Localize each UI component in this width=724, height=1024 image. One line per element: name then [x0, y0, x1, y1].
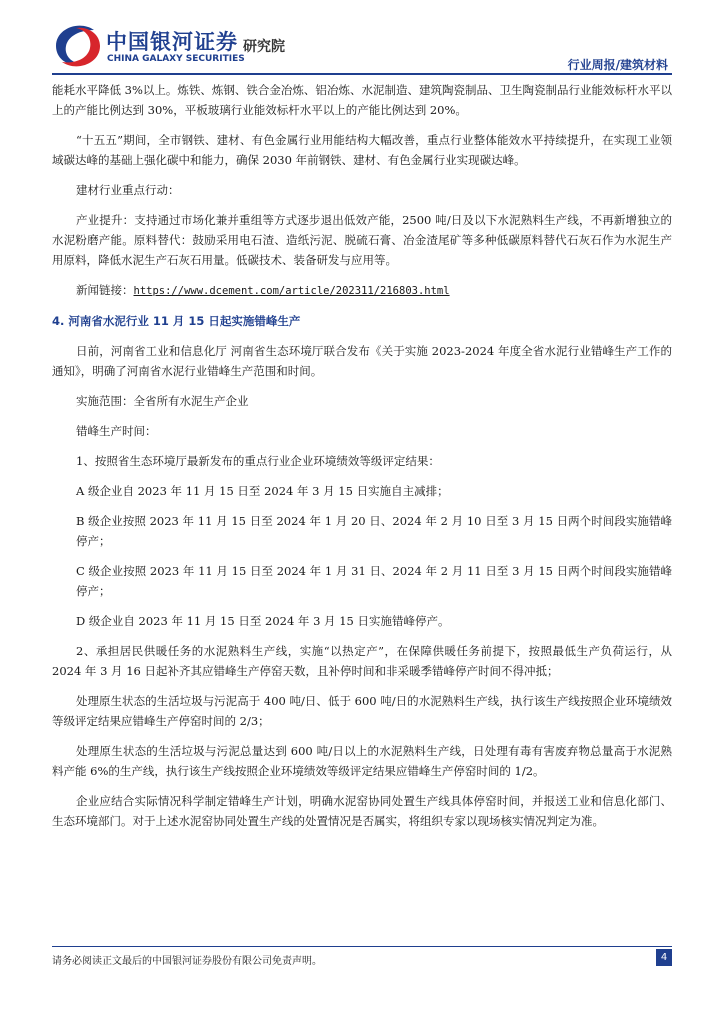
- page-header: [0, 0, 724, 80]
- paragraph: 错峰生产时间：: [76, 424, 157, 438]
- footer-disclaimer: 请务必阅读正文最后的中国银河证券股份有限公司免责声明。: [52, 956, 322, 967]
- header-divider: [52, 73, 672, 75]
- paragraph: 2、承担居民供暖任务的水泥熟料生产线，实施“以热定产”，在保障供暖任务前提下，按照最低生产负荷运行，从 2024 年 3 月 16 日起补齐其应错峰生产停窑天数，且补停时间和非采暖季错峰停产时间不得冲抵；: [52, 644, 672, 678]
- brand-name-en: CHINA GALAXY SECURITIES: [107, 54, 245, 64]
- paragraph: 能耗水平降低 3%以上。炼铁、炼钢、铁合金冶炼、铝冶炼、水泥制造、建筑陶瓷制品、卫生陶瓷制品行业能效标杆水平以上的产能比例达到 30%，平板玻璃行业能效标杆水平以上的产能比例达到 20%。: [52, 83, 672, 117]
- paragraph: 实施范围：全省所有水泥生产企业: [76, 394, 249, 408]
- footer-divider: [52, 946, 672, 947]
- paragraph: D 级企业自 2023 年 11 月 15 日至 2024 年 3 月 15 日实施错峰停产。: [76, 614, 450, 628]
- paragraph: “十五五”期间，全市钢铁、建材、有色金属行业用能结构大幅改善，重点行业整体能效水平持续提升，在实现工业领域碳达峰的基础上强化碳中和能力，确保 2030 年前钢铁、建材、有色金属行业实现碳达峰。: [52, 133, 672, 167]
- news-link-label: 新闻链接：: [76, 283, 134, 297]
- news-link[interactable]: https://www.dcement.com/article/202311/216803.html: [133, 285, 450, 297]
- institute-label: 研究院: [243, 39, 285, 55]
- report-type: 行业周报/建筑材料: [567, 58, 668, 72]
- paragraph: 建材行业重点行动：: [76, 183, 180, 197]
- brand-name-cn: 中国银河证券: [106, 30, 238, 54]
- paragraph: 企业应结合实际情况科学制定错峰生产计划，明确水泥窑协同处置生产线具体停窑时间，并报送工业和信息化部门、生态环境部门。对于上述水泥窑协同处置生产线的处置情况是否属实，将组织专家以现场核实情况判定为准。: [52, 794, 672, 828]
- paragraph: C 级企业按照 2023 年 11 月 15 日至 2024 年 1 月 31 日、2024 年 2 月 11 日至 3 月 15 日两个时间段实施错峰停产；: [76, 564, 672, 598]
- paragraph: A 级企业自 2023 年 11 月 15 日至 2024 年 3 月 15 日实施自主减排；: [76, 484, 449, 498]
- paragraph: 处理原生状态的生活垃圾与污泥高于 400 吨/日、低于 600 吨/日的水泥熟料生产线，执行该生产线按照企业环境绩效等级评定结果应错峰生产停窑时间的 2/3；: [52, 694, 672, 728]
- section-title: 4. 河南省水泥行业 11 月 15 日起实施错峰生产: [52, 314, 301, 328]
- paragraph: B 级企业按照 2023 年 11 月 15 日至 2024 年 1 月 20 日、2024 年 2 月 10 日至 3 月 15 日两个时间段实施错峰停产；: [76, 514, 672, 548]
- paragraph: 处理原生状态的生活垃圾与污泥总量达到 600 吨/日以上的水泥熟料生产线，日处理有毒有害废弃物总量高于水泥熟料产能 6%的生产线，执行该生产线按照企业环境绩效等级评定结果应错峰生产停窑时间的 1/2。: [52, 744, 672, 778]
- page-number: 4: [656, 949, 672, 966]
- paragraph: 日前，河南省工业和信息化厅 河南省生态环境厅联合发布《关于实施 2023-2024 年度全省水泥行业错峰生产工作的通知》，明确了河南省水泥行业错峰生产范围和时间。: [52, 344, 672, 378]
- news-link-line: [52, 280, 672, 301]
- paragraph: 产业提升：支持通过市场化兼并重组等方式逐步退出低效产能，2500 吨/日及以下水泥熟料生产线，不再新增独立的水泥粉磨产能。原料替代：鼓励采用电石渣、造纸污泥、脱硫石膏、冶金渣尾矿等多种低碳原料替代石灰石作为水泥生产用原料，降低水泥生产石灰石用量。低碳技术、装备研发与应用等。: [52, 213, 672, 267]
- paragraph: 1、按照省生态环境厅最新发布的重点行业企业环境绩效等级评定结果：: [76, 454, 440, 468]
- galaxy-logo-icon: [50, 22, 104, 70]
- body-content: [52, 80, 672, 841]
